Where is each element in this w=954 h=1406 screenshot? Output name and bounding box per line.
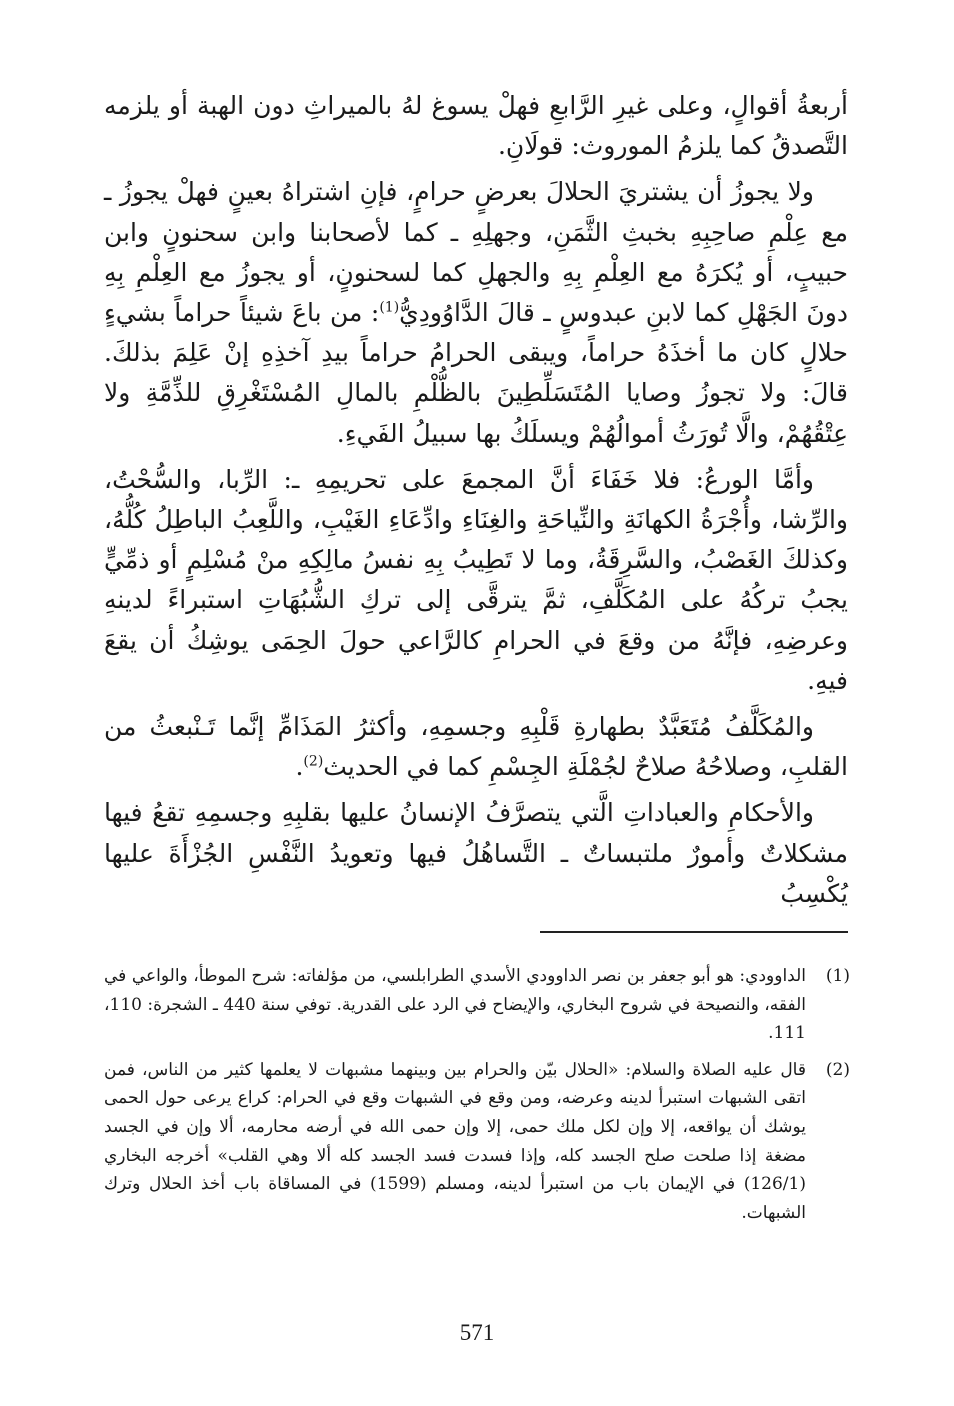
footnote-text: الداوودي: هو أبو جعفر بن نصر الداوودي الأسدي الطرابلسي، من مؤلفاته: شرح الموطأ، والواعي في الفقه، والنصيحة في شروح البخاري، والإيضاح في الرد على القدرية. توفي سنة 440 ـ الشجرة: 110، 111. <box>104 966 806 1044</box>
footnotes <box>104 962 850 1235</box>
paragraph-5: والأحكامِ والعباداتِ الَّتي يتصرَّفُ الإنسانُ عليها بقلبِهِ وجسمِهِ تقعُ فيها مشكلاتٌ وأمورٌ ملتبساتٌ ـ التَّساهُلُ فيها وتعويدُ النَّفْسِ الجُزْأَةَ عليها يُكْسِبُ <box>104 798 848 908</box>
footnote-number: (1) <box>825 966 850 986</box>
paragraph-1: أربعةُ أقوالٍ، وعلى غيرِ الرَّابعِ فهلْ يسوغ لهُ بالميراثِ دون الهبة أو يلزمه التَّصدقُ كما يلزمُ الموروث: قولَانِ. <box>104 91 848 161</box>
footnote-separator <box>540 931 848 933</box>
paragraph-4: والمُكَلَّفُ مُتَعَبَّدٌ بطهارةِ قَلْبِهِ وجسمِهِ، وأكثرُ المَذَامِّ إنَّما تَـنْبعثُ من القلبِ، وصلاحُهُ صلاحٌ لجُمْلَةِ الجِسْمِ كما في الحديث$^{(2)}$. <box>104 712 848 782</box>
footnote-ref-2: (2) <box>303 753 324 770</box>
paragraph-2: ولا يجوزُ أن يشتريَ الحلالَ بعرضٍ حرامٍ، فإنِ اشتراهُ بعينٍ فهلْ يجوزُ ـ مع عِلْمِ صاحِبِهِ بخبثِ الثَّمَنِ، وجهلِهِ ـ كما لأصحابنا وابن سحنونٍ وابن حبيبٍ، أو يُكرَهُ مع العِلْمِ بِهِ والجهلِ كما لسحنونٍ، أو يجوزُ مع العِلْمِ بِهِ دونَ الجَهْلِ كما لابنِ عبدوسٍ ـ قالَ الدَّاوُودِيُّ$^{(1)}$: من باعَ شيئاً حراماً بشيءٍ حلالٍ كان ما أخذَهُ حراماً، ويبقى الحرامُ حراماً بيدِ آخذِهِ إنْ عَلِمَ بذلكَ. قالَ: ولا تجوزُ وصايا المُتَسَلِّطِينَ بالظُّلْمِ بالمالِ المُسْتَغْرِقِ للذِّمَّةِ ولا عِتْقُهُمْ، والَّا تُورَثُ أموالُهُمْ ويسلَكُ بها سبيلُ الفَيءِ. <box>104 177 848 448</box>
footnote-2 <box>104 1056 850 1228</box>
footnote-text: قال عليه الصلاة والسلام: «الحلال بيّن والحرام بين وبينهما مشبهات لا يعلمها كثير من الناس، فمن اتقى الشبهات استبرأ لدينه وعرضه، ومن وقع في الشبهات وقع في الحرام: كراع يرعى حول الحمى يوشك أن يواقعه، إلا وإن لكل ملك حمى، إلا وإن حمى الله في أرضه محارمه، ألا وإن في الجسد مضغة إذا صلحت صلح الجسد كله، وإذا فسدت فسد الجسد كله ألا وهي القلب» أخرجه البخاري (126/1) في الإيمان باب من استبرأ لدينه، ومسلم (1599) في المساقاة باب أخذ الحلال وترك الشبهات. <box>104 1059 806 1223</box>
footnote-1 <box>104 962 850 1048</box>
footnote-number: (2) <box>825 1059 850 1080</box>
page-number: 571 <box>459 1320 495 1345</box>
main-text <box>104 86 848 920</box>
paragraph-3: وأمَّا الورعُ: فلا خَفَاءَ أنَّ المجمعَ على تحريمِهِ ـ: الرِّبا، والسُّحْتُ، والرِّشا، وأُجْرَةُ الكهانَةِ والنِّياحَةِ والغِنَاءِ وادِّعَاءِ الغَيْبِ، واللَّعِبُ الباطِلُ كُلُّهُ، وكذلكَ الغَصْبُ، والسَّرِقَةُ، وما لا تَطِيبُ بِهِ نفسُ مالِكِهِ منْ مُسْلِمٍ أو ذمِّيٍّ يجبُ تركُهُ على المُكَلَّفِ، ثمَّ يترقَّى إلى تركِ الشُّبُهَاتِ استبراءً لدينهِ وعرضِهِ، فإنَّهُ من وقعَ في الحرامِ كالرَّاعي حولَ الحِمَى يوشِكُ أن يقعَ فيهِ. <box>104 464 848 695</box>
footnote-ref-1: (1) <box>379 299 400 316</box>
